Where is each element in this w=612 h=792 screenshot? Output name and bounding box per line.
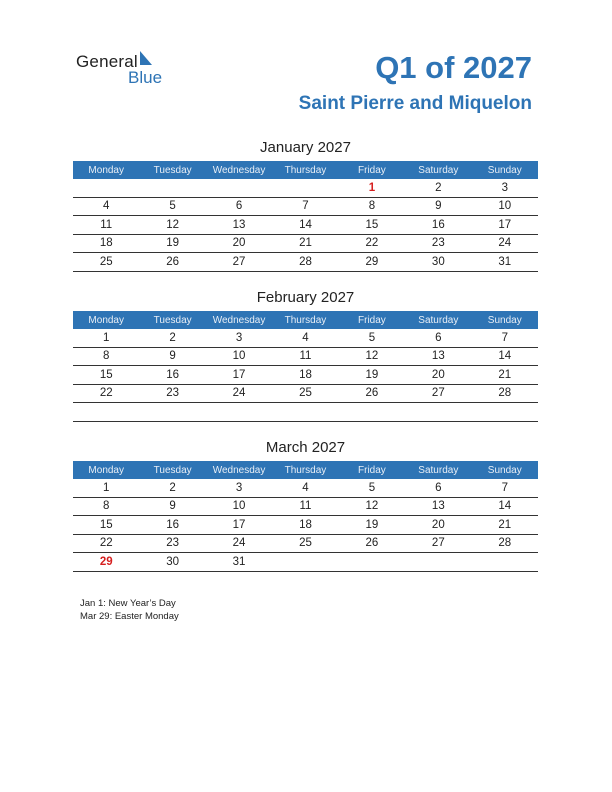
day-cell: 15 xyxy=(339,216,405,235)
month-march xyxy=(73,437,538,572)
day-cell: 3 xyxy=(472,179,538,197)
day-cell: 7 xyxy=(472,329,538,347)
weekday-header: Tuesday xyxy=(139,161,205,179)
week-row xyxy=(73,253,538,272)
day-cell: 13 xyxy=(405,347,471,366)
day-cell: 15 xyxy=(73,366,139,385)
weekday-header: Sunday xyxy=(472,161,538,179)
day-cell: 27 xyxy=(405,534,471,553)
day-cell: 9 xyxy=(139,497,205,516)
day-cell: 18 xyxy=(73,234,139,253)
day-cell: 6 xyxy=(405,329,471,347)
holiday-note: Mar 29: Easter Monday xyxy=(80,611,179,622)
day-cell xyxy=(472,403,538,422)
day-cell: 2 xyxy=(139,329,205,347)
day-cell xyxy=(73,403,139,422)
weekday-header: Saturday xyxy=(405,461,471,479)
day-cell: 17 xyxy=(206,516,272,535)
day-cell: 3 xyxy=(206,329,272,347)
day-cell: 23 xyxy=(139,534,205,553)
day-cell: 25 xyxy=(73,253,139,272)
day-cell: 24 xyxy=(206,534,272,553)
month-february xyxy=(73,287,538,422)
day-cell: 7 xyxy=(472,479,538,497)
day-cell xyxy=(272,179,338,197)
day-cell: 13 xyxy=(405,497,471,516)
weekday-header: Tuesday xyxy=(139,311,205,329)
day-cell: 29 xyxy=(339,253,405,272)
day-cell: 8 xyxy=(73,347,139,366)
day-cell xyxy=(206,179,272,197)
day-cell: 21 xyxy=(272,234,338,253)
day-cell: 18 xyxy=(272,516,338,535)
day-cell xyxy=(339,403,405,422)
day-cell: 3 xyxy=(206,479,272,497)
logo-general-text: General xyxy=(76,52,138,71)
week-row xyxy=(73,553,538,572)
page-subtitle: Saint Pierre and Miquelon xyxy=(298,93,532,114)
weekday-header: Tuesday xyxy=(139,461,205,479)
day-cell: 26 xyxy=(139,253,205,272)
day-cell: 18 xyxy=(272,366,338,385)
week-row xyxy=(73,234,538,253)
day-cell: 25 xyxy=(272,384,338,403)
day-cell: 28 xyxy=(272,253,338,272)
day-cell: 26 xyxy=(339,534,405,553)
weekday-header: Saturday xyxy=(405,311,471,329)
week-row xyxy=(73,534,538,553)
day-cell: 2 xyxy=(139,479,205,497)
weekday-header: Thursday xyxy=(272,161,338,179)
day-cell xyxy=(206,403,272,422)
day-cell: 19 xyxy=(339,516,405,535)
day-cell: 8 xyxy=(339,197,405,216)
day-cell: 27 xyxy=(405,384,471,403)
page-title: Q1 of 2027 xyxy=(375,50,532,85)
day-cell: 27 xyxy=(206,253,272,272)
weekday-header: Saturday xyxy=(405,161,471,179)
day-cell: 29 xyxy=(73,553,139,572)
weekday-header: Wednesday xyxy=(206,311,272,329)
calendar-grid xyxy=(73,161,538,272)
weekday-header-row xyxy=(73,311,538,329)
weekday-header: Friday xyxy=(339,461,405,479)
day-cell: 11 xyxy=(272,497,338,516)
weekday-header: Thursday xyxy=(272,461,338,479)
holiday-note: Jan 1: New Year’s Day xyxy=(80,598,176,609)
day-cell: 21 xyxy=(472,516,538,535)
day-cell: 1 xyxy=(339,179,405,197)
day-cell: 4 xyxy=(272,329,338,347)
day-cell: 10 xyxy=(206,497,272,516)
week-row xyxy=(73,347,538,366)
week-row xyxy=(73,497,538,516)
day-cell: 11 xyxy=(272,347,338,366)
day-cell: 13 xyxy=(206,216,272,235)
week-row xyxy=(73,197,538,216)
week-row xyxy=(73,179,538,197)
day-cell: 5 xyxy=(139,197,205,216)
day-cell: 9 xyxy=(139,347,205,366)
day-cell: 19 xyxy=(139,234,205,253)
week-row xyxy=(73,384,538,403)
day-cell: 31 xyxy=(206,553,272,572)
day-cell xyxy=(139,179,205,197)
week-row xyxy=(73,403,538,422)
day-cell: 6 xyxy=(405,479,471,497)
day-cell: 16 xyxy=(139,366,205,385)
day-cell xyxy=(139,403,205,422)
weekday-header: Wednesday xyxy=(206,161,272,179)
day-cell: 14 xyxy=(472,497,538,516)
logo-blue-text: Blue xyxy=(128,68,163,87)
day-cell: 11 xyxy=(73,216,139,235)
day-cell: 20 xyxy=(405,366,471,385)
day-cell: 22 xyxy=(73,384,139,403)
month-title: February 2027 xyxy=(256,289,355,306)
day-cell: 8 xyxy=(73,497,139,516)
day-cell: 12 xyxy=(139,216,205,235)
day-cell: 28 xyxy=(472,534,538,553)
weekday-header: Monday xyxy=(73,161,139,179)
day-cell: 1 xyxy=(73,329,139,347)
day-cell: 22 xyxy=(73,534,139,553)
day-cell: 6 xyxy=(206,197,272,216)
weekday-header: Thursday xyxy=(272,311,338,329)
weekday-header: Sunday xyxy=(472,311,538,329)
day-cell: 30 xyxy=(405,253,471,272)
day-cell: 17 xyxy=(206,366,272,385)
weekday-header-row xyxy=(73,161,538,179)
day-cell: 16 xyxy=(405,216,471,235)
month-title: January 2027 xyxy=(260,139,351,156)
weekday-header: Monday xyxy=(73,461,139,479)
day-cell: 20 xyxy=(206,234,272,253)
day-cell: 14 xyxy=(472,347,538,366)
day-cell xyxy=(339,553,405,572)
day-cell xyxy=(272,553,338,572)
day-cell: 31 xyxy=(472,253,538,272)
weekday-header: Wednesday xyxy=(206,461,272,479)
day-cell: 22 xyxy=(339,234,405,253)
day-cell: 5 xyxy=(339,329,405,347)
day-cell: 19 xyxy=(339,366,405,385)
week-row xyxy=(73,366,538,385)
day-cell xyxy=(472,553,538,572)
weekday-header: Friday xyxy=(339,311,405,329)
weekday-header-row xyxy=(73,461,538,479)
day-cell: 20 xyxy=(405,516,471,535)
weekday-header: Sunday xyxy=(472,461,538,479)
week-row xyxy=(73,216,538,235)
logo xyxy=(76,52,163,87)
day-cell: 28 xyxy=(472,384,538,403)
week-row xyxy=(73,329,538,347)
week-row xyxy=(73,516,538,535)
day-cell: 12 xyxy=(339,347,405,366)
day-cell: 1 xyxy=(73,479,139,497)
day-cell: 24 xyxy=(472,234,538,253)
day-cell xyxy=(405,553,471,572)
day-cell: 5 xyxy=(339,479,405,497)
day-cell: 24 xyxy=(206,384,272,403)
day-cell: 9 xyxy=(405,197,471,216)
month-january xyxy=(73,137,538,272)
day-cell xyxy=(73,179,139,197)
day-cell: 23 xyxy=(139,384,205,403)
calendar-grid xyxy=(73,461,538,572)
day-cell: 30 xyxy=(139,553,205,572)
logo-triangle-icon xyxy=(140,51,152,65)
day-cell: 4 xyxy=(73,197,139,216)
day-cell: 10 xyxy=(472,197,538,216)
day-cell: 26 xyxy=(339,384,405,403)
day-cell xyxy=(272,403,338,422)
day-cell: 10 xyxy=(206,347,272,366)
day-cell: 21 xyxy=(472,366,538,385)
day-cell: 14 xyxy=(272,216,338,235)
holiday-notes xyxy=(80,597,179,623)
day-cell: 7 xyxy=(272,197,338,216)
day-cell: 16 xyxy=(139,516,205,535)
week-row xyxy=(73,479,538,497)
weekday-header: Friday xyxy=(339,161,405,179)
day-cell: 12 xyxy=(339,497,405,516)
day-cell xyxy=(405,403,471,422)
weekday-header: Monday xyxy=(73,311,139,329)
day-cell: 23 xyxy=(405,234,471,253)
day-cell: 4 xyxy=(272,479,338,497)
day-cell: 25 xyxy=(272,534,338,553)
calendar-grid xyxy=(73,311,538,422)
month-title: March 2027 xyxy=(265,439,346,456)
day-cell: 2 xyxy=(405,179,471,197)
day-cell: 15 xyxy=(73,516,139,535)
day-cell: 17 xyxy=(472,216,538,235)
